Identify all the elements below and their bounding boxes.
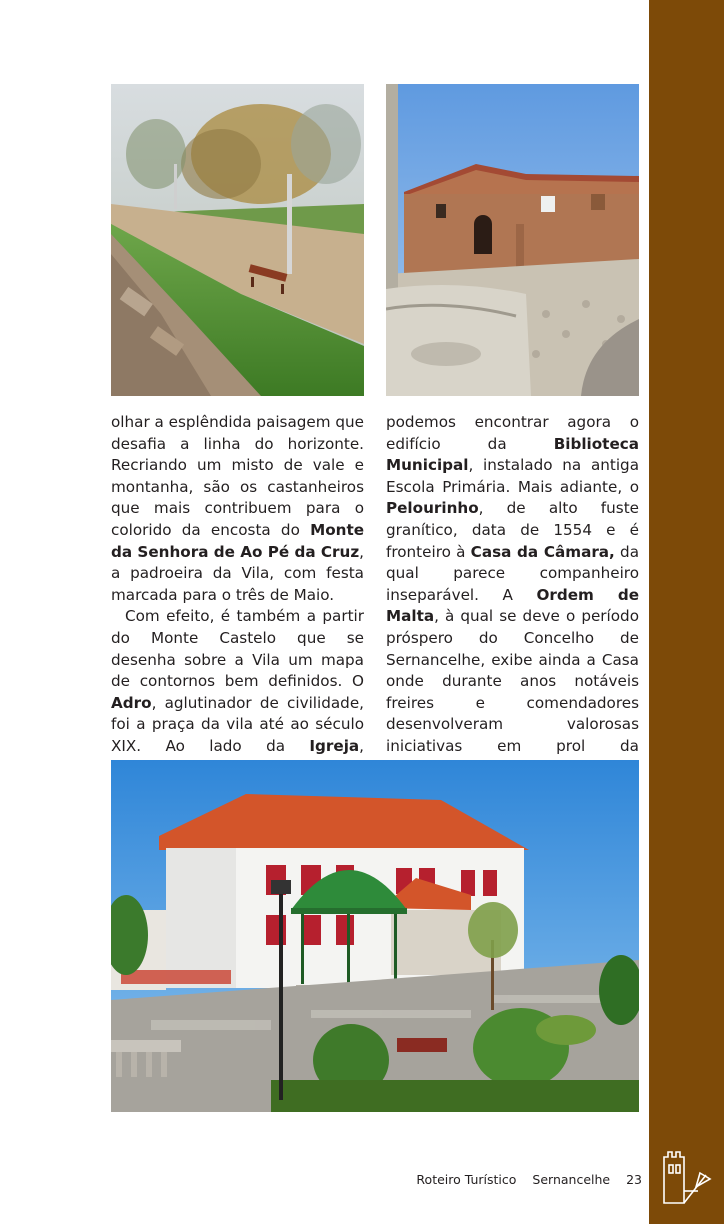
photo-casa-da-camara xyxy=(386,84,639,396)
text-run: , instalado na antiga Escola Primária. Mais adiante, o xyxy=(386,456,639,496)
tower-logo-icon xyxy=(656,1143,712,1205)
place-name: Adro xyxy=(111,693,152,712)
place-name: Pelourinho xyxy=(386,499,479,518)
text-run: , à qual se deve o período próspero do Concelho de Sernancelhe, exibe ainda a Casa onde durante anos notáveis freires e comendadores desenvolveram valorosas iniciativas em prol da xyxy=(386,607,639,755)
text-run: olhar a esplêndida paisagem que desafia a linha do horizonte. Recriando um misto de vale e montanha, são os castanheiros que mais contribuem para o colorido da encosta do xyxy=(111,413,364,539)
page-number: 23 xyxy=(626,1172,642,1187)
footer-town-name: Sernancelhe xyxy=(532,1172,611,1187)
text-run: Com efeito, é também a partir do Monte Castelo que se desenha sobre a Vila um mapa de contornos bem definidos. O xyxy=(111,607,364,691)
page-side-band xyxy=(649,0,724,1224)
text-run: , de alto fuste granítico, data de 1554 e é fronteiro à xyxy=(386,499,639,561)
photo-ordem-de-malta-house xyxy=(111,760,639,1112)
place-name: Igreja xyxy=(309,736,360,755)
place-name: Biblioteca Municipal xyxy=(386,434,639,475)
footer-guide-title: Roteiro Turístico xyxy=(416,1172,517,1187)
photo-park-path xyxy=(111,84,364,396)
page-footer xyxy=(380,1172,642,1187)
text-run: , a padroeira da Vila, com festa marcada para o três de Maio. xyxy=(111,542,364,604)
text-run: , aglutinador de civilidade, foi a praça da vila até ao século XIX. Ao lado da xyxy=(111,693,364,755)
place-name: Monte da Senhora de Ao Pé da Cruz xyxy=(111,520,364,561)
place-name: Casa da Câmara, xyxy=(470,542,615,561)
text-run: podemos encontrar agora o edifício da xyxy=(386,413,639,453)
text-run: da qual parece companheiro inseparável. A xyxy=(386,542,640,604)
text-column-left xyxy=(111,412,364,801)
place-name: Ordem de Malta xyxy=(386,585,639,626)
text-run: , xyxy=(359,736,364,755)
paragraph xyxy=(111,412,364,606)
